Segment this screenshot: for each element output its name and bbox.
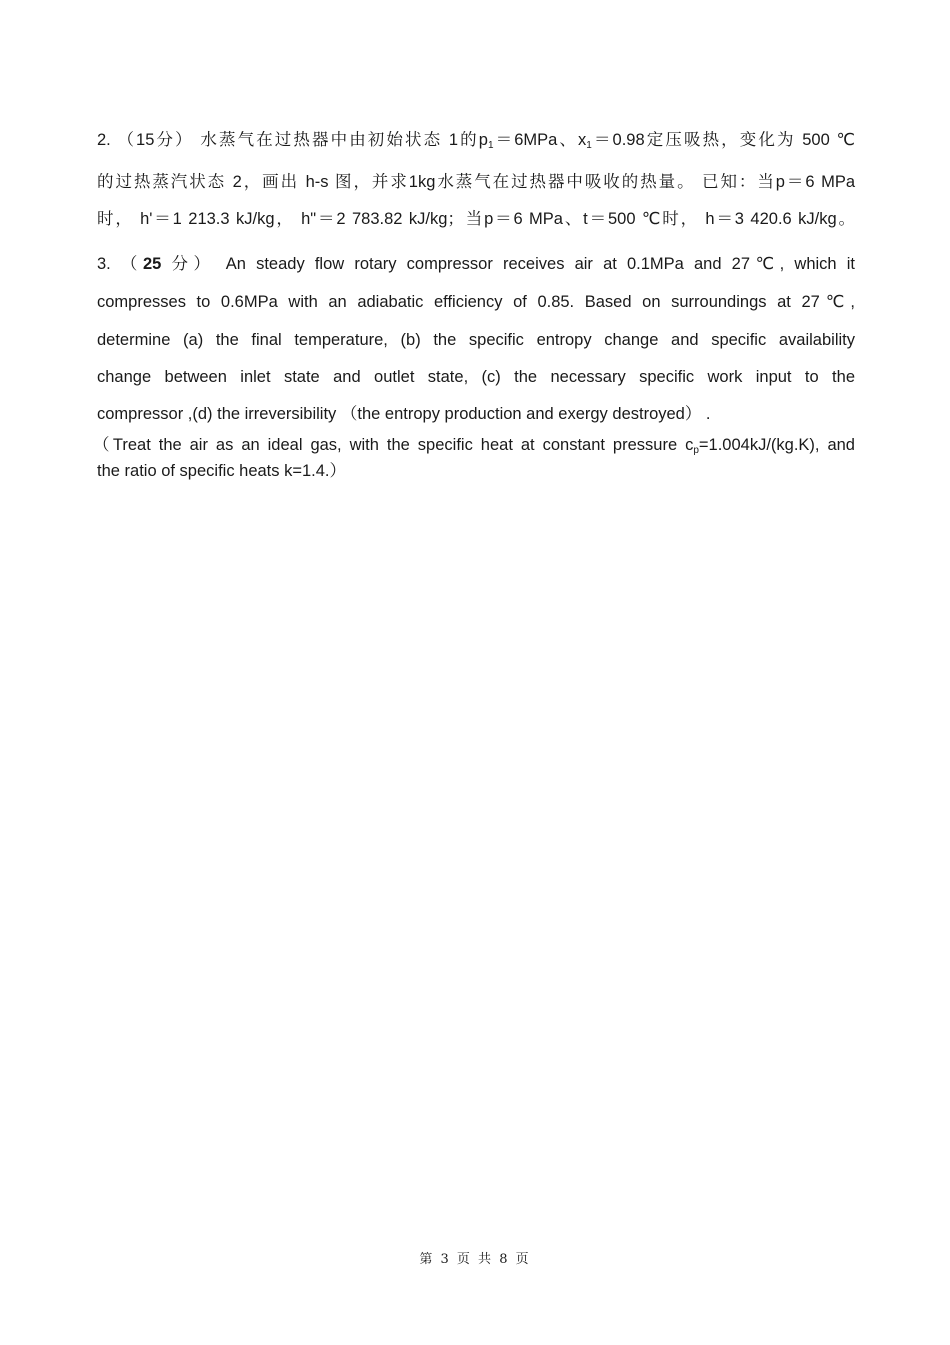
problem-3-line-6 xyxy=(93,435,855,455)
problem-3-text-a: 3. （ xyxy=(97,255,143,273)
problem-3-line-1 xyxy=(97,254,855,274)
subscript-p: p xyxy=(693,445,699,456)
problem-3-line-7: the ratio of specific heats k=1.4.） xyxy=(97,462,347,480)
problem-3-line-4: change between inlet state and outlet state, (c) the necessary specific work input to the xyxy=(97,368,855,386)
problem-3-line-5: compressor ,(d) the irreversibility （the entropy production and exergy destroyed） . xyxy=(97,405,711,423)
problem-3-text-b: 分） An steady flow rotary compressor receives air at 0.1MPa and 27℃, which it xyxy=(161,255,855,273)
problem-3-line-2: compresses to 0.6MPa with an adiabatic efficiency of 0.85. Based on surroundings at 27℃, xyxy=(97,293,855,311)
problem-2-text-b: ＝6MPa、x xyxy=(493,131,587,149)
problem-3-note-a: （Treat the air as an ideal gas, with the specific heat at constant pressure c xyxy=(93,436,694,454)
problem-2-line-2: 的过热蒸汽状态 2，画出 h-s 图，并求1kg水蒸气在过热器中吸收的热量。 已知：当p＝6 MPa xyxy=(97,173,855,191)
subscript-1: 1 xyxy=(487,140,494,151)
subscript-1b: 1 xyxy=(586,140,592,151)
problem-2-line-3: 时， h'＝1 213.3 kJ/kg， h"＝2 783.82 kJ/kg；当p＝6 MPa、t＝500 ℃时， h＝3 420.6 kJ/kg。 xyxy=(97,210,855,228)
problem-2-text-c: ＝0.98定压吸热，变化为 500 ℃ xyxy=(591,131,855,149)
problem-3-points: 25 xyxy=(142,255,162,273)
problem-3-note-b: =1.004kJ/(kg.K), and xyxy=(698,436,855,454)
problem-3-line-3: determine (a) the final temperature, (b) the specific entropy change and specific availability xyxy=(97,331,855,349)
page-footer: 第 3 页 共 8 页 xyxy=(419,1252,531,1267)
problem-2-line-1 xyxy=(97,130,855,150)
problem-2-text-a: 2. （15分） 水蒸气在过热器中由初始状态 1的p xyxy=(97,131,488,149)
